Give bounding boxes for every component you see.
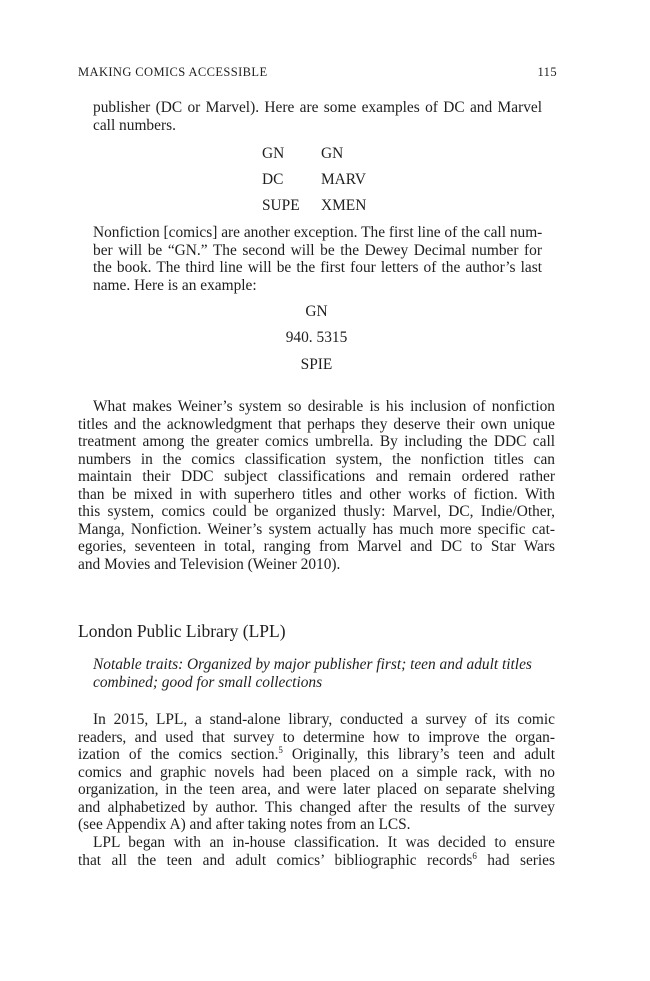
text-line: Manga, Nonfiction. Weiner’s system actually has much more specific cat- [78,520,555,538]
marvel-call-number-line: XMEN [321,197,367,214]
text-line: maintain their DDC subject classifications and remain ordered rather [78,468,555,485]
text-line: In 2015, LPL, a stand-alone library, conducted a survey of its comic [93,711,555,728]
call-number-examples [262,145,382,217]
text-line: numbers in the comics classification system, the nonfiction titles can [78,450,555,468]
text-line: combined; good for small collections [93,673,323,691]
text-line: titles and the acknowledgment that perhaps they deserve their own unique [78,415,555,433]
section-heading: London Public Library (LPL) [78,621,286,641]
dc-call-number-line: DC [262,171,284,188]
intro-paragraph [93,99,542,134]
example-call-number-line: SPIE [300,356,333,373]
text-run: ization of the comics section. [78,746,279,763]
text-line: Notable traits: Organized by major publisher first; teen and adult titles [93,656,532,673]
text-line: comics and graphic novels had been placed on a simple rack, with no [78,763,555,781]
text-run: Originally, this library’s teen and adult [282,746,555,763]
lpl-survey-paragraph [78,711,555,834]
text-line: than be mixed in with superhero titles and other works of fiction. With [78,485,555,503]
text-line: Nonfiction [comics] are another exception. The first line of the call num- [93,224,543,241]
text-run: had series [476,851,556,869]
text-line: readers, and used that survey to determine how to improve the organ- [78,728,555,746]
dc-call-number-line: GN [262,145,285,162]
text-line: name. Here is an example: [93,276,257,294]
nonfiction-paragraph [93,224,542,294]
text-line: and Movies and Television (Weiner 2010). [78,555,341,573]
running-head-title: MAKING COMICS ACCESSIBLE [78,65,268,79]
weiner-paragraph [78,398,555,573]
text-line: and alphabetized by author. This changed after the results of the survey [78,798,555,816]
text-line: publisher (DC or Marvel). Here are some examples of DC and Marvel [93,99,542,116]
text-line: call numbers. [93,116,176,134]
lpl-classification-paragraph [78,834,555,869]
running-head [78,65,557,81]
marvel-call-number-line: MARV [321,171,366,188]
footnote-marker: 6 [472,850,477,861]
text-line: the book. The third line will be the first four letters of the author’s last [93,259,542,276]
dc-call-number-line: SUPE [262,197,300,214]
text-line: egories, seventeen in total, ranging from Marvel and DC to Star Wars [78,538,555,555]
text-line: LPL began with an in-house classification. It was decided to ensure [93,834,555,851]
text-line: What makes Weiner’s system so desirable is his inclusion of nonfiction [93,398,555,415]
footnote-marker: 5 [278,745,283,755]
text-line: organization, in the teen area, and were later placed on separate shelving [78,781,555,798]
text-line: ber will be “GN.” The second will be the Dewey Decimal number for [93,241,542,259]
text-line: this system, comics could be organized thusly: Marvel, DC, Indie/Other, [78,503,555,520]
example-call-number-line: 940. 5315 [285,329,348,346]
marvel-call-number-line: GN [321,145,344,162]
notable-traits [93,656,553,691]
text-line: treatment among the greater comics umbrella. By including the DDC call [78,433,555,450]
text-line [78,746,555,764]
text-line: (see Appendix A) and after taking notes from an LCS. [78,816,411,833]
example-call-number-line: GN [305,303,328,320]
text-run: that all the teen and adult comics’ bibliographic records [78,851,473,869]
text-line [78,852,555,870]
page-number: 115 [537,65,557,79]
